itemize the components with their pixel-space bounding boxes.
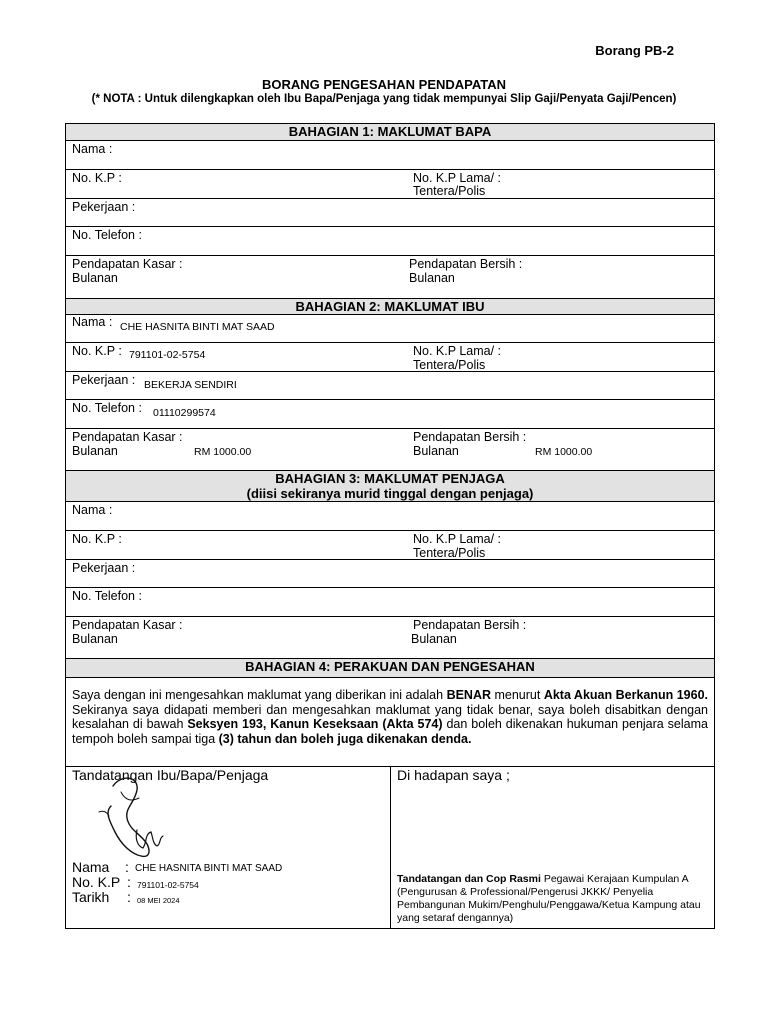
section2-row-telefon	[66, 399, 714, 428]
nokp-label: No. K.P :	[72, 171, 122, 185]
ibu-kasar-value: RM 1000.00	[194, 446, 252, 458]
section3-row-pendapatan	[66, 616, 714, 658]
signature-divider	[390, 767, 391, 928]
telefon-label: No. Telefon :	[72, 228, 142, 242]
bulanan-label: Bulanan	[411, 632, 457, 646]
bulanan-label: Bulanan	[72, 444, 118, 458]
tentera-label: Tentera/Polis	[413, 358, 486, 372]
witness-label: Di hadapan saya ;	[397, 767, 510, 783]
sig-nama-label: Nama	[72, 859, 110, 875]
nama-label: Nama :	[72, 503, 113, 517]
sig-tarikh-value: 08 MEI 2024	[137, 896, 180, 905]
ibu-bersih-value: RM 1000.00	[535, 446, 593, 458]
tentera-label: Tentera/Polis	[413, 546, 486, 560]
section3-row-telefon	[66, 587, 714, 616]
sig-colon: :	[125, 859, 129, 875]
telefon-label: No. Telefon :	[72, 589, 142, 603]
form-title: BORANG PENGESAHAN PENDAPATAN	[261, 77, 507, 92]
section1-header	[66, 124, 714, 140]
section1-row-telefon	[66, 226, 714, 255]
section3-title: BAHAGIAN 3: MAKLUMAT PENJAGA	[275, 471, 505, 486]
section1-row-nama	[66, 140, 714, 169]
bersih-label: Pendapatan Bersih :	[409, 257, 523, 271]
pekerjaan-label: Pekerjaan :	[72, 561, 136, 575]
section1-row-pekerjaan	[66, 198, 714, 226]
signature-row	[66, 766, 714, 928]
bulanan-label: Bulanan	[72, 271, 118, 285]
bersih-label: Pendapatan Bersih :	[413, 618, 527, 632]
nama-label: Nama :	[72, 315, 113, 329]
section4-header	[66, 658, 714, 677]
form-table	[65, 123, 715, 929]
section3-row-pekerjaan	[66, 559, 714, 587]
ibu-nokp-value: 791101-02-5754	[129, 349, 206, 361]
nokp-lama-label: No. K.P Lama/ :	[413, 532, 502, 546]
declaration-text: Saya dengan ini mengesahkan maklumat yang diberikan ini adalah BENAR menurut Akta Akuan Berkanun 1960. Sekiranya saya didapati memberi dan mengesahkan maklumat yang tidak benar, saya boleh disabitkan dengan kesalahan di bawah Seksyen 193, Kanun Keseksaan (Akta 574) dan boleh dikenakan hukuman penjara selama tempoh boleh sampai tiga (3) tahun dan boleh juga dikenakan denda.	[72, 688, 709, 746]
sig-colon: :	[127, 874, 131, 890]
bulanan-label: Bulanan	[413, 444, 459, 458]
section3-row-nokp	[66, 530, 714, 559]
nama-label: Nama :	[72, 142, 113, 156]
bersih-label: Pendapatan Bersih :	[413, 430, 527, 444]
sig-nokp-value: 791101-02-5754	[137, 880, 199, 890]
section2-row-nokp	[66, 342, 714, 371]
sig-colon: :	[127, 889, 131, 905]
section2-row-pendapatan	[66, 428, 714, 470]
bulanan-label: Bulanan	[409, 271, 455, 285]
sig-nokp-label: No. K.P	[72, 874, 121, 890]
ibu-telefon-value: 01110299574	[153, 407, 216, 419]
section4-title: BAHAGIAN 4: PERAKUAN DAN PENGESAHAN	[245, 659, 535, 674]
section2-header	[66, 298, 714, 314]
sig-tarikh-label: Tarikh	[72, 889, 110, 905]
ibu-nama-value: CHE HASNITA BINTI MAT SAAD	[120, 321, 275, 333]
section1-row-nokp	[66, 169, 714, 198]
declaration-row	[66, 677, 714, 766]
bulanan-label: Bulanan	[72, 632, 118, 646]
nokp-lama-label: No. K.P Lama/ :	[413, 344, 502, 358]
section1-title: BAHAGIAN 1: MAKLUMAT BAPA	[288, 124, 492, 139]
section3-row-nama	[66, 501, 714, 530]
kasar-label: Pendapatan Kasar :	[72, 257, 183, 271]
form-note: (* NOTA : Untuk dilengkapkan oleh Ibu Bapa/Penjaga yang tidak mempunyai Slip Gaji/Penyata Gaji/Pencen)	[91, 93, 677, 105]
section2-title: BAHAGIAN 2: MAKLUMAT IBU	[295, 299, 485, 314]
kasar-label: Pendapatan Kasar :	[72, 618, 183, 632]
section3-subtitle: (diisi sekiranya murid tinggal dengan penjaga)	[246, 485, 534, 501]
nokp-lama-label: No. K.P Lama/ :	[413, 171, 502, 185]
nokp-label: No. K.P :	[72, 344, 122, 358]
section2-row-pekerjaan	[66, 371, 714, 399]
section2-row-nama	[66, 314, 714, 342]
nokp-label: No. K.P :	[72, 532, 122, 546]
ibu-pekerjaan-value: BEKERJA SENDIRI	[144, 379, 237, 391]
section3-header	[66, 470, 714, 501]
form-code: Borang PB-2	[595, 43, 674, 58]
official-stamp-caption: Tandatangan dan Cop Rasmi Pegawai Kerajaan Kumpulan A (Pengurusan & Professional/Pengerusi JKKK/ Penyelia Pembangunan Mukim/Penghulu/Penggawa/Ketua Kampung atau yang setaraf dengannya)	[397, 873, 701, 924]
telefon-label: No. Telefon :	[72, 401, 142, 415]
section1-row-pendapatan	[66, 255, 714, 298]
pekerjaan-label: Pekerjaan :	[72, 373, 136, 387]
tentera-label: Tentera/Polis	[413, 184, 486, 198]
pekerjaan-label: Pekerjaan :	[72, 200, 136, 214]
signature-label: Tandatangan Ibu/Bapa/Penjaga	[72, 767, 269, 783]
kasar-label: Pendapatan Kasar :	[72, 430, 183, 444]
sig-nama-value: CHE HASNITA BINTI MAT SAAD	[135, 863, 283, 874]
handwritten-signature	[91, 772, 181, 862]
